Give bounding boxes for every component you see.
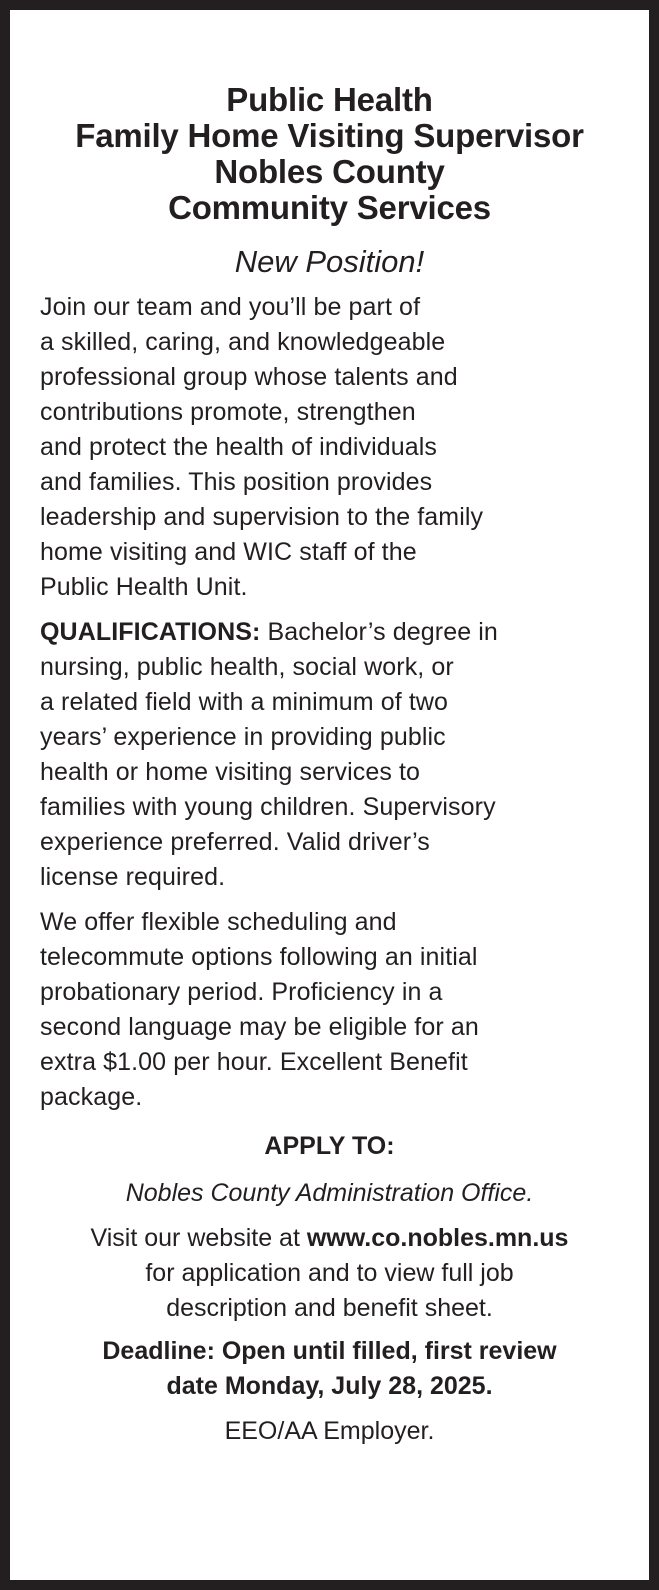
apply-office: Nobles County Administration Office.	[125, 1179, 534, 1207]
title-line-county: Nobles County	[214, 153, 445, 190]
intro-line: home visiting and WIC staff of the	[40, 538, 417, 566]
intro-line: Join our team and you’ll be part of	[40, 293, 421, 321]
visit-website-paragraph	[40, 1221, 619, 1326]
qualifications-first-line-text: Bachelor’s degree in	[260, 618, 498, 646]
offer-line: We offer flexible scheduling and	[40, 908, 397, 936]
qualifications-first-line	[40, 615, 619, 650]
offer-line: second language may be eligible for an	[40, 1013, 479, 1041]
visit-line: for application and to view full job	[145, 1259, 514, 1287]
qualifications-line: years’ experience in providing public	[40, 723, 446, 751]
title-line-organization: Public Health	[226, 81, 433, 118]
title-line-position: Family Home Visiting Supervisor	[75, 117, 584, 154]
qualifications-line: nursing, public health, social work, or	[40, 653, 454, 681]
qualifications-line: experience preferred. Valid driver’s	[40, 828, 430, 856]
job-ad-content	[40, 82, 619, 1449]
apply-heading: APPLY TO:	[264, 1132, 395, 1160]
intro-line: leadership and supervision to the family	[40, 503, 484, 531]
deadline-paragraph	[40, 1334, 619, 1404]
qualifications-line: a related field with a minimum of two	[40, 688, 449, 716]
new-position-subtitle: New Position!	[234, 244, 425, 279]
intro-line: contributions promote, strengthen	[40, 398, 416, 426]
visit-line: description and benefit sheet.	[166, 1294, 493, 1322]
intro-line: professional group whose talents and	[40, 363, 458, 391]
offer-line: telecommute options following an initial	[40, 943, 478, 971]
qualifications-line: health or home visiting services to	[40, 758, 421, 786]
qualifications-label: QUALIFICATIONS:	[40, 618, 261, 646]
deadline-line: Deadline: Open until filled, first review	[102, 1337, 557, 1365]
offer-line: extra $1.00 per hour. Excellent Benefit	[40, 1048, 468, 1076]
intro-paragraph	[40, 290, 619, 605]
eeo-statement: EEO/AA Employer.	[224, 1417, 435, 1445]
offer-line: probationary period. Proficiency in a	[40, 978, 443, 1006]
website-link[interactable]: www.co.nobles.mn.us	[306, 1224, 569, 1252]
intro-line: a skilled, caring, and knowledgeable	[40, 328, 446, 356]
intro-line: Public Health Unit.	[40, 573, 248, 601]
job-title	[40, 82, 619, 226]
visit-prefix: Visit our website at	[90, 1224, 307, 1252]
intro-line: and protect the health of individuals	[40, 433, 438, 461]
qualifications-line: license required.	[40, 863, 226, 891]
offer-paragraph	[40, 905, 619, 1115]
intro-line: and families. This position provides	[40, 468, 433, 496]
title-line-department: Community Services	[168, 189, 491, 226]
qualifications-paragraph	[40, 615, 619, 895]
visit-first-line	[40, 1221, 619, 1256]
offer-line: package.	[40, 1083, 143, 1111]
qualifications-line: families with young children. Supervisory	[40, 793, 496, 821]
deadline-line: date Monday, July 28, 2025.	[166, 1372, 493, 1400]
